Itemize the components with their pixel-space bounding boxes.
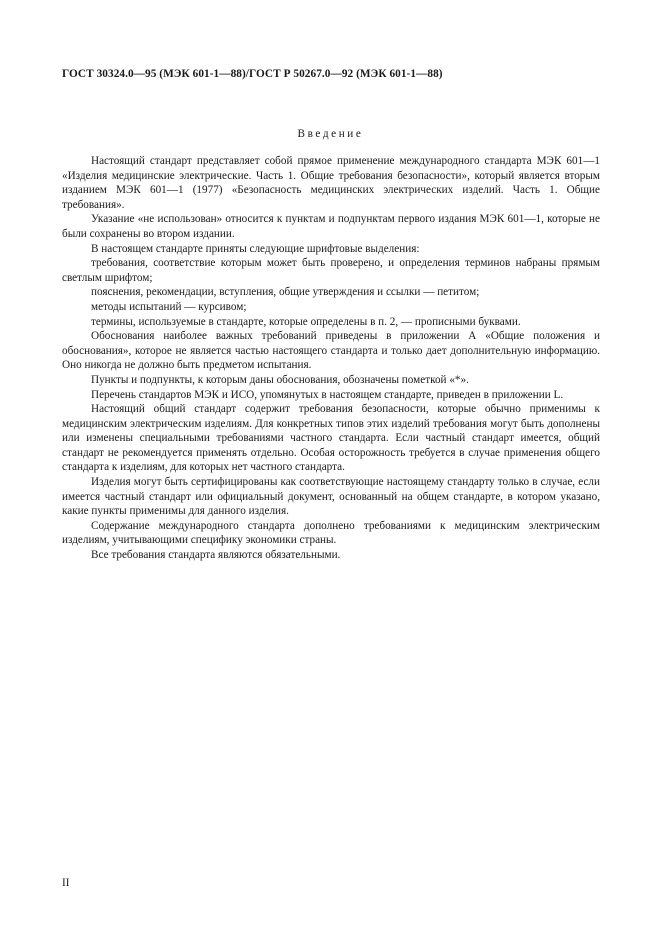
paragraph: Все требования стандарта являются обязательными.	[91, 549, 341, 562]
introduction-body	[62, 154, 600, 563]
paragraph: Обоснования наиболее важных требований приведены в приложении А «Общие положения и обоснования», которое не является частью настоящего стандарта и только дает дополнительную информацию. Оно никогда не должно быть предметом испытания.	[62, 330, 600, 372]
paragraph: методы испытаний — курсивом;	[91, 300, 247, 313]
paragraph: термины, используемые в стандарте, которые определены в п. 2, — прописными буквами.	[91, 315, 521, 328]
section-title: Введение	[297, 128, 364, 140]
paragraph: Указание «не использован» относится к пунктам и подпунктам первого издания МЭК 601—1, которые не были сохранены во втором издании.	[62, 213, 600, 240]
page-number: II	[62, 877, 70, 889]
paragraph: Содержание международного стандарта дополнено требованиями к медицинским электрическим изделиям, учитывающими специфику экономики страны.	[62, 519, 600, 547]
paragraph: пояснения, рекомендации, вступления, общие утверждения и ссылки — петитом;	[91, 286, 480, 299]
document-header: ГОСТ 30324.0—95 (МЭК 601-1—88)/ГОСТ Р 50267.0—92 (МЭК 601-1—88)	[62, 68, 443, 80]
paragraph: Пункты и подпункты, к которым даны обоснования, обозначены пометкой «*».	[91, 373, 469, 386]
paragraph: Настоящий общий стандарт содержит требования безопасности, которые обычно применимы к медицинским электрическим изделиям. Для конкретных типов этих изделий требования могут быть дополнены или изменены специальными требованиями частного стандарта. Если частный стандарт имеется, общий стандарт не рекомендуется применять отдельно. Особая осторожность требуется в случае применения общего стандарта к изделиям, для которых нет частного стандарта.	[62, 403, 600, 474]
paragraph: Перечень стандартов МЭК и ИСО, упомянутых в настоящем стандарте, приведен в приложении L.	[91, 388, 564, 401]
paragraph: Настоящий стандарт представляет собой прямое применение международного стандарта МЭК 601—1 «Изделия медицинские электрические. Часть 1. Общие требования безопасности», который является вторым изданием МЭК 601—1 (1977) «Безопасность медицинских электрических изделий. Часть 1. Общие требования».	[62, 155, 600, 211]
paragraph: В настоящем стандарте приняты следующие шрифтовые выделения:	[91, 242, 420, 255]
paragraph: требования, соответствие которым может быть проверено, и определения терминов набраны прямым светлым шрифтом;	[62, 257, 600, 284]
paragraph: Изделия могут быть сертифицированы как соответствующие настоящему стандарту только в случае, если имеется частный стандарт или официальный документ, основанный на общем стандарте, в котором указано, какие пункты применимы для данного изделия.	[62, 476, 600, 518]
